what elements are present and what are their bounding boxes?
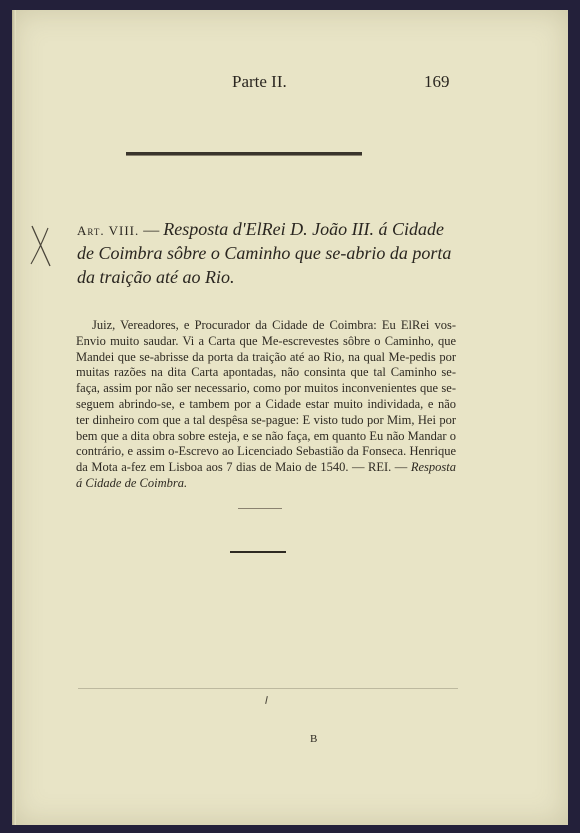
letter-text: Juiz, Vereadores, e Procurador da Cidade de Coimbra: Eu ElRei vos-Envio muito saudar. Vi a Carta que Me-escrevestes sôbre o Caminho, que Mandei que se-abrisse da porta da traição até ao Rio, na qual Me-pedis por muitas razões na dita Carta apontadas, não consinta que tal Caminho se-faça, assim por não ser necessario, como por muitos inconvenientes que se-seguem abrindo-se, e tambem por a Cidade estar muito individada, e não ter dinheiro com que a tal despêsa se-pague: E visto tudo por Mim, Hei por bem que a dita obra sobre esteja, e se não faça, em quanto Eu não Mandar o contrário, e assim o-Escrevo ao Licenciado Sebastião da Fonseca. Henrique da Mota a-fez em Lisboa aos 7 dias de Maio de 1540. — REI. —: [76, 318, 456, 475]
article-heading: [77, 218, 459, 290]
short-rule: [238, 508, 282, 509]
signature-mark: B: [310, 733, 318, 745]
part-label: Parte II.: [232, 72, 287, 91]
bleed-through-line: [78, 688, 458, 689]
letter-closing: Resposta á Cidade de Coimbra.: [76, 460, 456, 490]
header-rule: [126, 152, 362, 156]
article-dash: —: [143, 222, 160, 239]
page-gutter: [12, 10, 16, 825]
section-end-rule: [230, 551, 286, 553]
page-number: 169: [424, 72, 450, 91]
article-label: Art. VIII.: [77, 223, 140, 238]
margin-cross-mark-icon: [28, 222, 54, 270]
article-title: Resposta d'ElRei D. João III. á Cidade de Coimbra sôbre o Caminho que se-abrio da porta da traição até ao Rio.: [77, 219, 452, 287]
letter-body: [76, 318, 456, 492]
